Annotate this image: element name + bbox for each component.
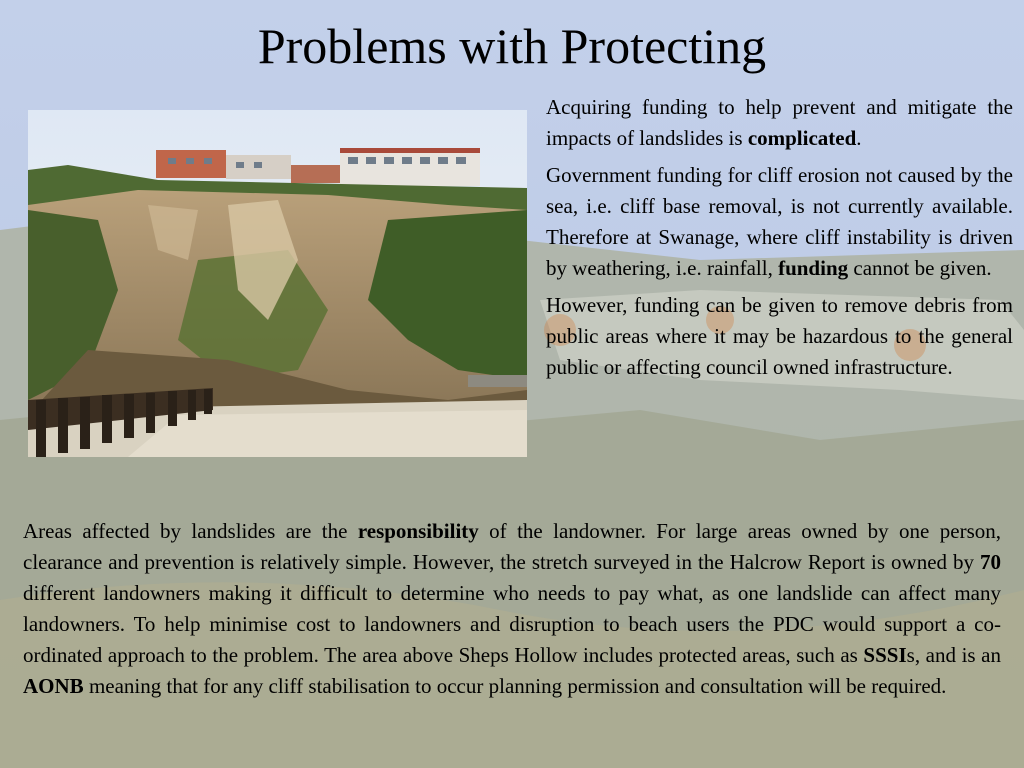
bold-responsibility: responsibility bbox=[357, 519, 479, 543]
debris-removal-paragraph: However, funding can be given to remove debris from public areas where it may be hazardous to the general public or affecting council owned infrastructure. bbox=[546, 293, 1013, 379]
bottom-paragraph: Areas affected by landslides are the responsibility of the landowner. For large areas owned by one person, clearance and prevention is relatively simple. However, the stretch surveyed in the Halcrow Report is owned by 70 different landowners making it difficult to determine who needs to pay what, as one landslide can affect many landowners. To help minimise cost to landowners and disruption to beach users the PDC would support a co-ordinated approach to the problem. The area above Sheps Hollow includes protected areas, such as SSSIs, and is an AONB meaning that for any cliff stabilisation to occur planning permission and consultation will be required. bbox=[23, 519, 1001, 698]
bold-sssi: SSSI bbox=[863, 643, 907, 667]
bold-funding: funding bbox=[778, 256, 849, 280]
right-column-text bbox=[546, 92, 1013, 389]
funding-complicated-paragraph: Acquiring funding to help prevent and mitigate the impacts of landslides is complicated. bbox=[546, 95, 1013, 150]
government-funding-paragraph: Government funding for cliff erosion not caused by the sea, i.e. cliff base removal, is not currently available. Therefore at Swanage, where cliff instability is driven by weathering, i.e. rainfall, funding cannot be given. bbox=[546, 163, 1013, 280]
bold-70: 70 bbox=[980, 550, 1001, 574]
slide-title: Problems with Protecting bbox=[257, 18, 767, 74]
bold-aonb: AONB bbox=[23, 674, 84, 698]
cliff-landslide-photo bbox=[28, 110, 527, 457]
bold-complicated: complicated bbox=[747, 126, 857, 150]
